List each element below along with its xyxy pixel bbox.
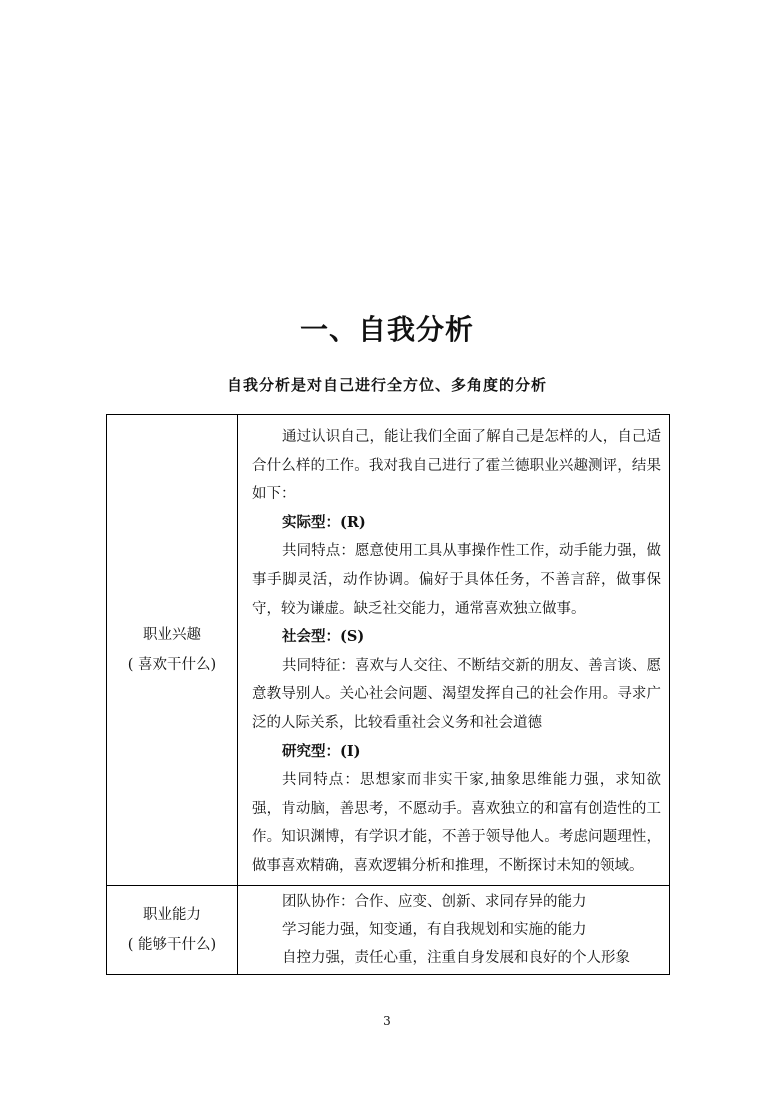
interest-label-sub: ( 喜欢干什么) xyxy=(127,656,217,673)
interest-content-cell xyxy=(238,415,670,886)
ability-item: 学习能力强，知变通，有自我规划和实施的能力 xyxy=(282,921,587,938)
section-subtitle: 自我分析是对自己进行全方位、多角度的分析 xyxy=(226,376,547,394)
type-desc-social: 共同特征：喜欢与人交往、不断结交新的朋友、善言谈、愿意教导别人。关心社会问题、渴望发挥自己的社会作用。寻求广泛的人际关系，比较看重社会义务和社会道德 xyxy=(252,657,661,731)
section-heading: 一、自我分析 xyxy=(299,313,474,346)
interest-row xyxy=(107,415,670,886)
ability-content-cell xyxy=(238,885,670,974)
interest-label-cell xyxy=(107,415,238,886)
ability-label: 职业能力 xyxy=(143,906,201,923)
ability-row xyxy=(107,885,670,974)
ability-item: 自控力强，责任心重，注重自身发展和良好的个人形象 xyxy=(282,949,630,966)
ability-item: 团队协作：合作、应变、创新、求同存异的能力 xyxy=(282,893,587,910)
type-heading-realistic: 实际型：(R) xyxy=(282,513,366,531)
type-heading-investigative: 研究型：(I) xyxy=(282,742,361,760)
interest-intro: 通过认识自己，能让我们全面了解自己是怎样的人，自己适合什么样的工作。我对我自己进行了霍兰德职业兴趣测评，结果如下： xyxy=(252,429,661,503)
type-desc-realistic: 共同特点：愿意使用工具从事操作性工作，动手能力强，做事手脚灵活，动作协调。偏好于具体任务，不善言辞，做事保守，较为谦虚。缺乏社交能力，通常喜欢独立做事。 xyxy=(252,543,661,617)
type-heading-social: 社会型：(S) xyxy=(282,628,365,646)
self-analysis-table xyxy=(106,414,670,975)
ability-label-sub: ( 能够干什么) xyxy=(127,936,217,953)
type-desc-investigative: 共同特点：思想家而非实干家,抽象思维能力强，求知欲强，肯动脑，善思考，不愿动手。喜欢独立的和富有创造性的工作。知识渊博，有学识才能，不善于领导他人。考虑问题理性，做事喜欢精确，喜欢逻辑分析和推理，不断探讨未知的领域。 xyxy=(252,772,661,874)
page-number: 3 xyxy=(383,1014,391,1028)
ability-label-cell xyxy=(107,885,238,974)
interest-label: 职业兴趣 xyxy=(143,626,201,643)
